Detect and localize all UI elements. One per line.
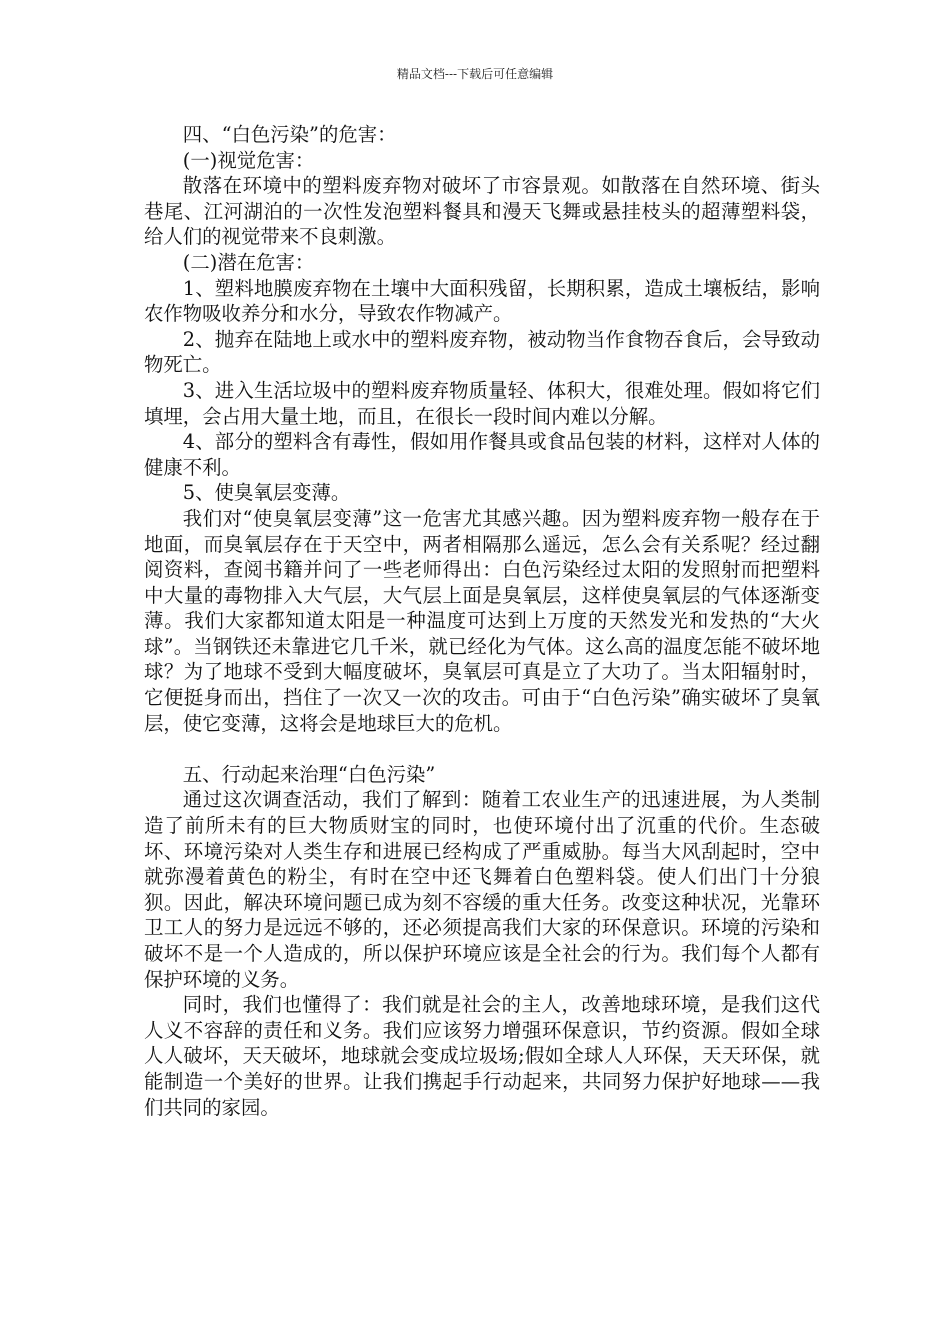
action-paragraph-1: 通过这次调查活动，我们了解到：随着工农业生产的迅速进展，为人类制造了前所未有的巨大物质财宝的同时，也使环境付出了沉重的代价。生态破坏、环境污染对人类生存和进展已经构成了严重威胁。每当大风刮起时，空中就弥漫着黄色的粉尘，有时在空中还飞舞着白色塑料袋。使人们出门十分狼狈。因此，解决环境问题已成为刻不容缓的重大任务。改变这种状况，光靠环卫工人的努力是远远不够的，还必须提高我们大家的环保意识。环境的污染和破坏不是一个人造成的，所以保护环境应该是全社会的行为。我们每个人都有保护环境的义务。	[144, 788, 820, 991]
potential-harm-item-3: 3、进入生活垃圾中的塑料废弃物质量轻、体积大，很难处理。假如将它们填埋，会占用大量土地，而且，在很长一段时间内难以分解。	[144, 378, 820, 428]
section-5-heading: 五、行动起来治理“白色污染”	[182, 762, 436, 786]
page-header: 精品文档---下载后可任意编辑	[396, 67, 554, 81]
potential-harm-item-4: 4、部分的塑料含有毒性，假如用作餐具或食品包装的材料，这样对人体的健康不利。	[144, 430, 820, 479]
ozone-paragraph: 我们对“使臭氧层变薄”这一危害尤其感兴趣。因为塑料废弃物一般存在于地面，而臭氧层存在于天空中，两者相隔那么遥远，怎么会有关系呢？经过翻阅资料，查阅书籍并问了一些老师得出：白色污染经过太阳的发照射而把塑料中大量的毒物排入大气层，大气层上面是臭氧层，这样使臭氧层的气体逐渐变薄。我们大家都知道太阳是一种温度可达到上万度的天然发光和发热的“大火球”。当钢铁还未靠进它几千米，就已经化为气体。这么高的温度怎能不破坏地球？为了地球不受到大幅度破坏，臭氧层可真是立了大功了。当太阳辐射时，它便挺身而出，挡住了一次又一次的攻击。可由于“白色污染”确实破坏了臭氧层，使它变薄，这将会是地球巨大的危机。	[144, 506, 820, 735]
potential-harm-heading: (二)潜在危害：	[182, 250, 315, 274]
potential-harm-item-2: 2、抛弃在陆地上或水中的塑料废弃物，被动物当作食物吞食后，会导致动物死亡。	[144, 327, 820, 377]
action-paragraph-2: 同时，我们也懂得了：我们就是社会的主人，改善地球环境，是我们这代人义不容辞的责任和义务。我们应该努力增强环保意识，节约资源。假如全球人人破坏，天天破坏，地球就会变成垃圾场;假如全球人人环保，天天环保，就能制造一个美好的世界。让我们携起手行动起来，共同努力保护好地球——我们共同的家园。	[144, 993, 820, 1119]
visual-harm-paragraph: 散落在环境中的塑料废弃物对破坏了市容景观。如散落在自然环境、街头巷尾、江河湖泊的一次性发泡塑料餐具和漫天飞舞或悬挂枝头的超薄塑料袋，给人们的视觉带来不良刺激。	[144, 174, 820, 249]
section-spacer	[144, 736, 820, 762]
potential-harm-item-1: 1、塑料地膜废弃物在土壤中大面积残留，长期积累，造成土壤板结，影响农作物吸收养分和水分，导致农作物减产。	[144, 276, 820, 326]
visual-harm-heading: (一)视觉危害：	[182, 148, 315, 172]
document-body	[144, 122, 820, 1120]
section-4-heading: 四、“白色污染”的危害：	[182, 123, 397, 146]
potential-harm-item-5: 5、使臭氧层变薄。	[182, 481, 351, 505]
